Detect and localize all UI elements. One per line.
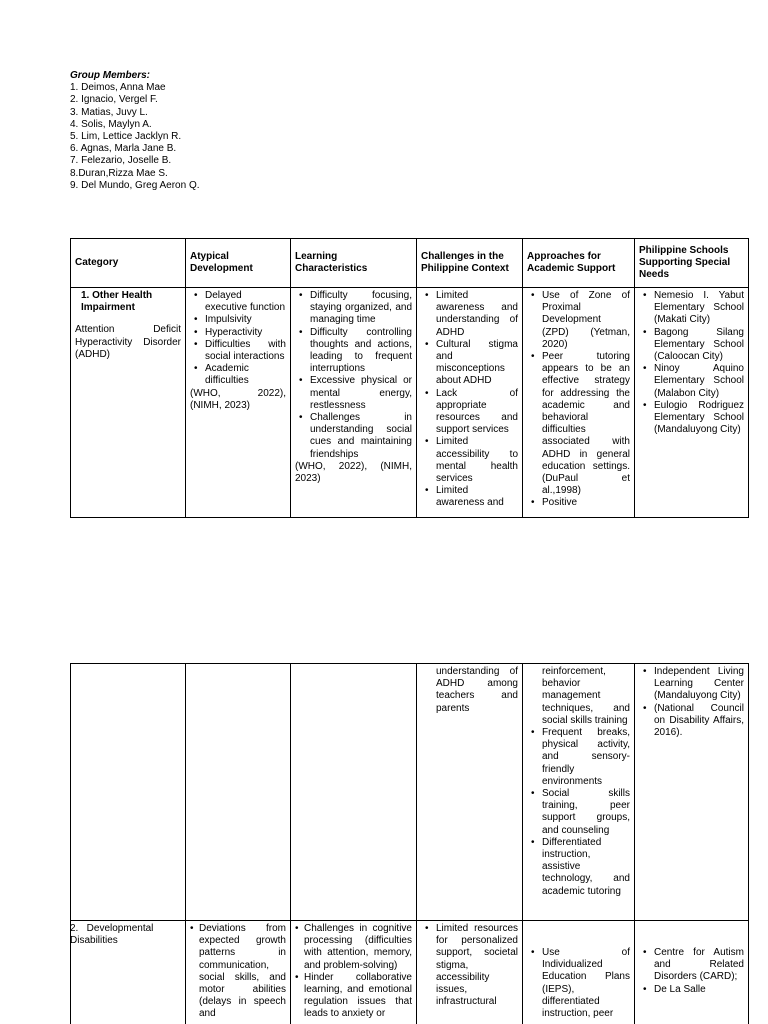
list-item: • Use of Zone of Proximal Development (ZPD) (Yetman, 2020)	[527, 290, 630, 351]
category-title: 1. Other Health Impairment	[81, 290, 153, 314]
list-item: • Difficulty focusing, staying organized, and managing time	[295, 290, 412, 327]
list-item: • Independent Living Learning Center (Mandaluyong City)	[639, 666, 744, 703]
list-item: • Hyperactivity	[190, 327, 286, 339]
learning-list	[295, 923, 412, 1021]
list-item: • Bagong Silang Elementary School (Caloocan City)	[639, 327, 744, 364]
approaches-list	[527, 727, 630, 898]
table-row	[71, 288, 749, 518]
list-item: • Cultural stigma and misconceptions about ADHD	[421, 339, 518, 388]
list-item: • Impulsivity	[190, 314, 286, 326]
header-category: Category	[71, 239, 186, 288]
member-item: 3. Matias, Juvy L.	[70, 106, 148, 118]
header-challenges: Challenges in the Philippine Context	[417, 239, 523, 288]
challenges-list	[421, 290, 518, 510]
table-row	[71, 921, 749, 1024]
table-row	[71, 664, 749, 921]
disability-table-continued	[70, 663, 749, 1024]
challenges-cell	[417, 921, 523, 1024]
approaches-cell	[523, 288, 635, 518]
list-item: • De La Salle	[639, 984, 744, 996]
list-item: • Limited awareness and understanding of ADHD	[421, 290, 518, 339]
list-item: • Challenges in cognitive processing (difficulties with attention, memory, and problem-solving)	[295, 923, 412, 972]
group-members	[70, 70, 370, 192]
list-item: • Use of Individualized Education Plans (IEPS), differentiated instruction, peer	[527, 947, 630, 1020]
schools-list	[639, 290, 744, 436]
category-subtitle: Attention Deficit Hyperactivity Disorder (ADHD)	[75, 324, 181, 360]
member-item: 1. Deimos, Anna Mae	[70, 82, 166, 94]
list-item: • Centre for Autism and Related Disorders (CARD);	[639, 947, 744, 984]
list-item: • Excessive physical or mental energy, restlessness	[295, 375, 412, 412]
list-item: • Positive	[527, 497, 630, 509]
citation: (WHO, 2022), (NIMH, 2023)	[190, 387, 286, 411]
schools-cell	[635, 921, 749, 1024]
list-item: • Hinder collaborative learning, and emotional regulation issues that leads to anxiety or	[295, 972, 412, 1021]
member-item: 6. Agnas, Marla Jane B.	[70, 143, 177, 155]
member-item: 8.Duran,Rizza Mae S.	[70, 167, 168, 179]
table-header-row	[71, 239, 749, 288]
atypical-cell	[186, 921, 291, 1024]
list-item: • Lack of appropriate resources and support services	[421, 388, 518, 437]
category-title: 2. Developmental Disabilities	[70, 923, 154, 947]
member-item: 7. Felezario, Joselle B.	[70, 155, 172, 167]
approaches-cell	[523, 664, 635, 921]
challenges-cell	[417, 288, 523, 518]
list-item: • Frequent breaks, physical activity, and sensory-friendly environments	[527, 727, 630, 788]
member-item: 4. Solis, Maylyn A.	[70, 118, 152, 130]
atypical-list	[190, 290, 286, 388]
list-item: • Limited awareness and	[421, 485, 518, 509]
atypical-list	[190, 923, 286, 1021]
disability-table	[70, 238, 749, 518]
member-item: 2. Ignacio, Vergel F.	[70, 94, 158, 106]
list-item: • Difficulty controlling thoughts and actions, leading to frequent interruptions	[295, 327, 412, 376]
learning-cell	[291, 921, 417, 1024]
member-item: 9. Del Mundo, Greg Aeron Q.	[70, 179, 200, 191]
learning-list	[295, 290, 412, 461]
header-approaches: Approaches for Academic Support	[523, 239, 635, 288]
schools-list	[639, 666, 744, 739]
schools-list	[639, 947, 744, 996]
learning-cell	[291, 288, 417, 518]
category-cell	[71, 921, 186, 1024]
header-atypical-development: Atypical Development	[186, 239, 291, 288]
approaches-list	[527, 290, 630, 510]
group-members-heading: Group Members:	[70, 70, 151, 81]
challenges-continued: understanding of ADHD among teachers and parents	[436, 666, 518, 714]
list-item: • Challenges in understanding social cues and maintaining friendships	[295, 412, 412, 461]
header-learning-characteristics: Learning Characteristics	[291, 239, 417, 288]
list-item: • Difficulties with social interactions	[190, 339, 286, 363]
citation: (WHO, 2022), (NIMH, 2023)	[295, 460, 412, 485]
approaches-list	[527, 947, 630, 1020]
atypical-cell	[186, 288, 291, 518]
list-item: • Ninoy Aquino Elementary School (Malabon City)	[639, 363, 744, 400]
approaches-cell	[523, 921, 635, 1024]
member-list	[70, 82, 370, 192]
atypical-cell	[186, 664, 291, 921]
list-item: • Limited resources for personalized support, societal stigma, accessibility issues, infrastructural	[421, 923, 518, 1008]
list-item: • Nemesio I. Yabut Elementary School (Makati City)	[639, 290, 744, 327]
schools-cell	[635, 664, 749, 921]
list-item: • Delayed executive function	[190, 290, 286, 314]
challenges-cell	[417, 664, 523, 921]
list-item: • Limited accessibility to mental health services	[421, 436, 518, 485]
approaches-continued: reinforcement, behavior management techniques, and social skills training	[542, 666, 630, 726]
list-item: • Peer tutoring appears to be an effective strategy for addressing the academic and behavioral difficulties associated with ADHD in general education settings. (DuPaul et al.,1998)	[527, 351, 630, 497]
learning-cell	[291, 664, 417, 921]
list-item: • Academic difficulties	[190, 363, 286, 387]
list-item: • Differentiated instruction, assistive technology, and academic tutoring	[527, 837, 630, 898]
challenges-list	[421, 923, 518, 1008]
list-item: • Eulogio Rodriguez Elementary School (Mandaluyong City)	[639, 400, 744, 437]
list-item: • Deviations from expected growth patterns in communication, social skills, and motor abilities (delays in speech and	[190, 923, 286, 1021]
member-item: 5. Lim, Lettice Jacklyn R.	[70, 131, 182, 143]
schools-cell	[635, 288, 749, 518]
header-schools: Philippine Schools Supporting Special Needs	[635, 239, 749, 288]
category-cell	[71, 664, 186, 921]
list-item: • Social skills training, peer support groups, and counseling	[527, 788, 630, 837]
category-cell	[71, 288, 186, 518]
list-item: • (National Council on Disability Affairs, 2016).	[639, 703, 744, 740]
